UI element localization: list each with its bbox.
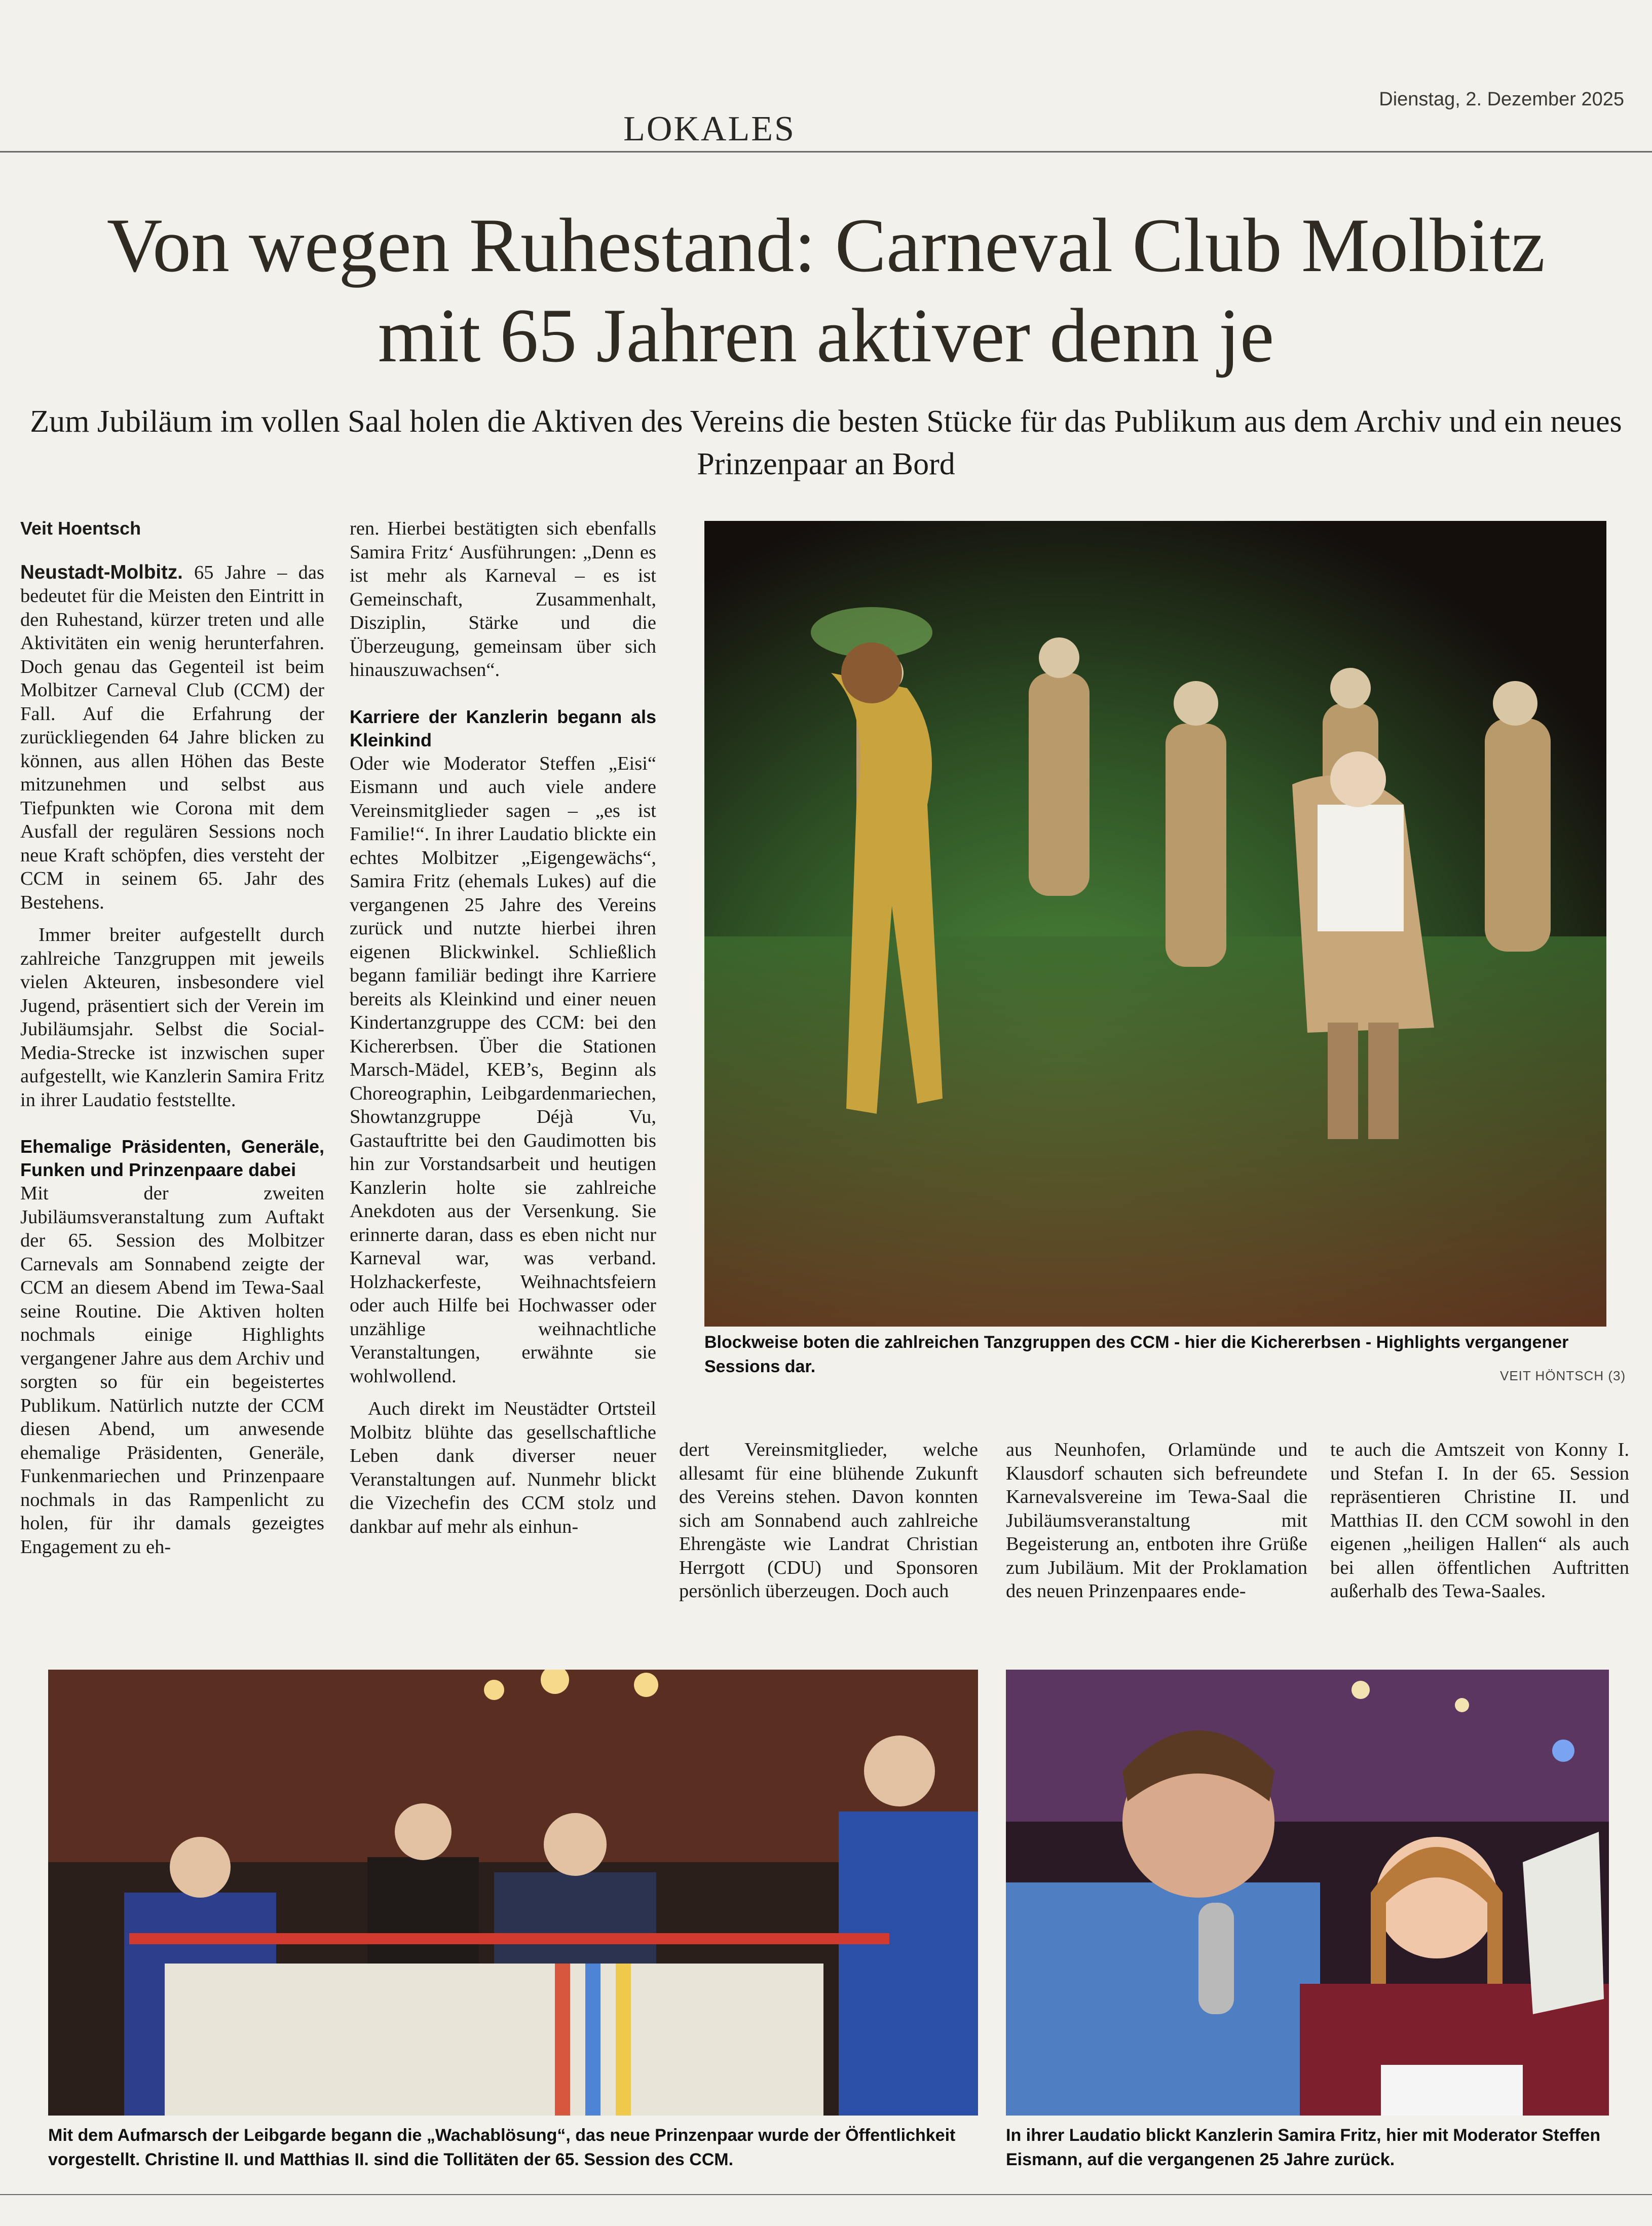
bottom-right-photo-image — [1006, 1670, 1609, 2116]
body-paragraph: Auch direkt im Neustädter Ortsteil Molbitz blühte das gesellschaftliche Leben dank diverser neuer Veranstaltungen auf. Nunmehr blickt die Vizechefin des CCM stolz und dankbar auf mehr als einhun- — [350, 1398, 656, 1537]
bottom-left-photo-image — [48, 1670, 978, 2116]
body-paragraph: Immer breiter aufgestellt durch zahlreiche Tanzgruppen mit jeweils vielen Akteuren, insbesondere viel Jugend, präsentiert sich der Verein im Jubiläumsjahr. Selbst die Social-Media-Strecke ist inzwischen super aufgestellt, wie Kanzlerin Samira Fritz in ihrer Laudatio feststellte. — [20, 924, 324, 1111]
author-byline: Veit Hoentsch — [20, 518, 141, 539]
issue-date: Dienstag, 2. Dezember 2025 — [1379, 89, 1624, 110]
subheading: Karriere der Kanzlerin begann als Kleinkind — [350, 706, 656, 750]
photo-credit: VEIT HÖNTSCH (3) — [1500, 1368, 1626, 1383]
subheadline: Zum Jubiläum im vollen Saal holen die Aktiven des Vereins die besten Stücke für das Publikum aus dem Archiv und ein neues Prinzenpaar an Bord — [30, 404, 1622, 481]
lead-paragraph — [20, 561, 324, 915]
body-paragraph: dert Vereinsmitglieder, welche allesamt für eine blühende Zukunft des Vereins stehen. Davon konnten sich am Sonnabend auch zahlreiche Ehrengäste wie Landrat Christian Herrgott (CDU) und Sponsoren persönlich überzeugen. Doch auch — [679, 1439, 978, 1602]
article-column-5 — [1330, 1438, 1629, 1603]
main-photo-caption: Blockweise boten die zahlreichen Tanzgruppen des CCM - hier die Kichererbsen - Highlights vergangener Sessions dar. — [704, 1333, 1569, 1376]
bottom-right-photo-caption: In ihrer Laudatio blickt Kanzlerin Samira Fritz, hier mit Moderator Steffen Eismann, auf die vergangenen 25 Jahre zurück. — [1006, 2126, 1601, 2169]
body-paragraph: ren. Hierbei bestätigten sich ebenfalls Samira Fritz‘ Ausführungen: „Denn es ist mehr als Karneval – es ist Gemeinschaft, Zusammenhalt, Disziplin, Stärke und die Überzeugung, gemeinsam über sich hinauszuwachsen“. — [350, 518, 656, 681]
body-paragraph: Oder wie Moderator Steffen „Eisi“ Eismann und auch viele andere Vereinsmitglieder sagen – „es ist Familie!“. In ihrer Laudatio blickte ein echtes Molbitzer „Eigengewächs“, Samira Fritz (ehemals Lukes) auf die vergangenen 25 Jahre des Vereins zurück und nutzte hierbei ihren eigenen Blickwinkel. Schließlich begann familiär bedingt ihre Karriere bereits als Kleinkind und einer neuen Kindertanzgruppe des CCM: bei den Kichererbsen. Über die Stationen Marsch-Mädel, KEB’s, Beginn als Choreographin, Leibgardenmariechen, Showtanzgruppe Déjà Vu, Gastauftritte bei den Gaudimotten bis hin zur Vorstandsarbeit und heutigen Kanzlerin holte sie zahlreiche Anekdoten aus der Versenkung. Sie erinnerte daran, dass es eben nicht nur Karneval war, was verband. Holzhackerfeste, Weihnachtsfeiern oder auch Hilfe bei Hochwasser oder unzählige weihnachtliche Veranstaltungen, erwähnte sie wohlwollend. — [350, 752, 656, 1387]
section-label: LOKALES — [623, 109, 796, 148]
headline-line-2: mit 65 Jahren aktiver denn je — [378, 293, 1274, 378]
subheading: Ehemalige Präsidenten, Generäle, Funken und Prinzenpaare dabei — [20, 1136, 324, 1180]
dateline: Neustadt-Molbitz. — [20, 561, 183, 583]
body-paragraph: te auch die Amtszeit von Konny I. und Stefan I. In der 65. Session repräsentieren Christine II. und Matthias II. den CCM sowohl in den eigenen „heiligen Hallen“ als auch bei allen öffentlichen Auftritten außerhalb des Tewa-Saales. — [1330, 1439, 1629, 1602]
footer-rule — [0, 2194, 1652, 2195]
body-paragraph: Mit der zweiten Jubiläumsveranstaltung zum Auftakt der 65. Session des Molbitzer Carnevals am Sonnabend zeigte der CCM an diesem Abend im Tewa-Saal seine Routine. Die Aktiven holten nochmals einige Highlights vergangener Jahre aus dem Archiv und sorgten so für ein begeistertes Publikum. Natürlich nutzte der CCM diesen Abend, um anwesende ehemalige Präsidenten, Generäle, Funkenmariechen und Prinzenpaare nochmals in das Rampenlicht zu holen, für ihr damals gezeigtes Engagement zu eh- — [20, 1183, 324, 1558]
article-column-1 — [20, 517, 324, 1559]
main-photo-image — [704, 521, 1606, 1327]
article-column-2 — [350, 517, 656, 1538]
bottom-left-photo-ceremony — [48, 1670, 978, 2116]
headline — [30, 200, 1622, 381]
article-column-4 — [1006, 1438, 1307, 1603]
article-column-3 — [679, 1438, 978, 1603]
lead-text: 65 Jahre – das bedeutet für die Meisten den Eintritt in den Ruhestand, kürzer treten und alle Aktivitäten ein wenig herunterfahren. Doch genau das Gegenteil ist beim Molbitzer Carneval Club (CCM) der Fall. Auf die Erfahrung der zurückliegenden 64 Jahre blicken zu können, aus allen Höhen das Beste mitzunehmen und selbst aus Tiefpunkten wie Corona mit dem Ausfall der regulären Sessions noch neue Kraft schöpfen, dies versteht der CCM in seinem 65. Jahr des Bestehens. — [20, 561, 324, 913]
headline-line-1: Von wegen Ruhestand: Carneval Club Molbitz — [106, 203, 1546, 288]
header-rule — [0, 151, 1652, 153]
body-paragraph: aus Neunhofen, Orlamünde und Klausdorf schauten sich befreundete Karnevalsvereine im Tewa-Saal die Jubiläumsveranstaltung mit Begeisterung an, entboten ihre Grüße zum Jubiläum. Mit der Proklamation des neuen Prinzenpaares ende- — [1006, 1439, 1307, 1602]
bottom-left-photo-caption: Mit dem Aufmarsch der Leibgarde begann die „Wachablösung“, das neue Prinzenpaar wurde der Öffentlichkeit vorgestellt. Christine II. und Matthias II. sind die Tollitäten der 65. Session des CCM. — [48, 2126, 956, 2169]
main-photo-dance-group — [704, 521, 1606, 1327]
bottom-right-photo-laudatio — [1006, 1670, 1609, 2116]
